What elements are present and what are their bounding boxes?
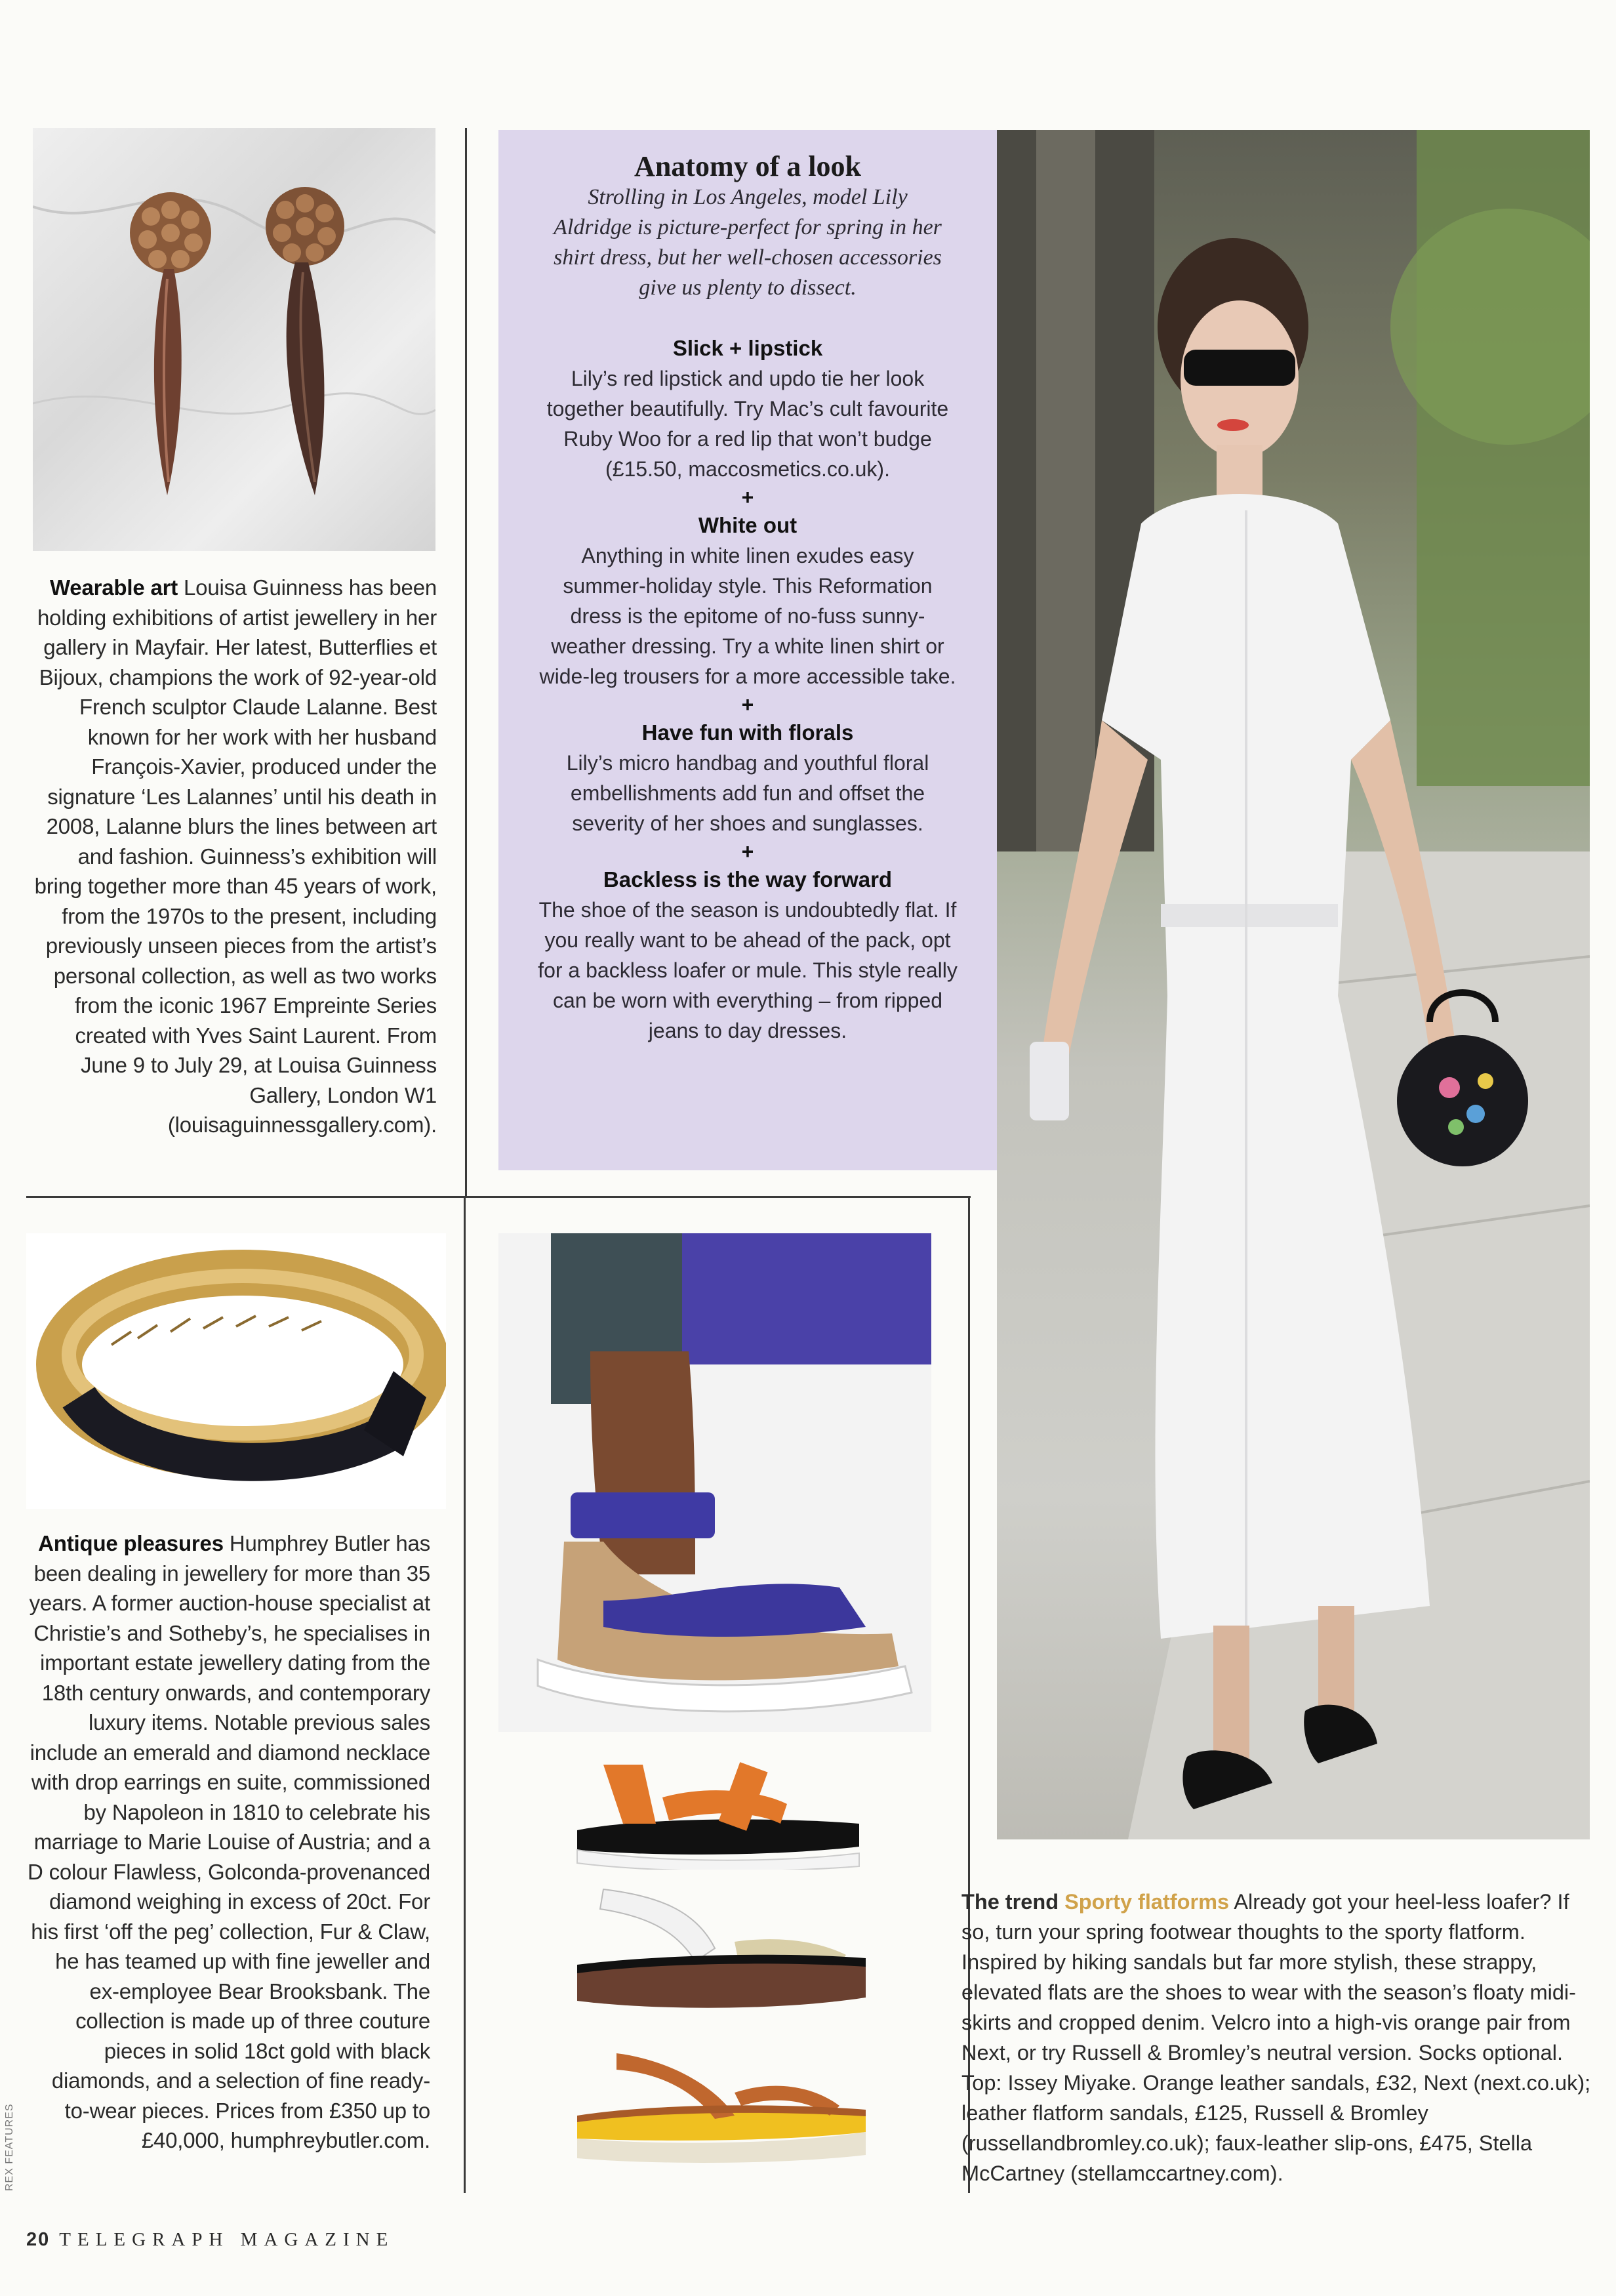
tan-slipon-sandal-photo: [564, 2034, 872, 2171]
white-flatform-sandal-photo: [564, 1883, 872, 2020]
anatomy-sections: [518, 333, 977, 1046]
cuff-bracelet-photo: [26, 1233, 446, 1509]
trend-highlight: Sporty flatforms: [1064, 1890, 1230, 1914]
runway-sandal-photo: [498, 1233, 931, 1732]
rule-left-column-lower: [464, 1196, 466, 2193]
bracelet-illustration: [26, 1233, 446, 1509]
plus-separator: +: [741, 840, 754, 863]
photo-credit: REX FEATURES: [4, 2103, 15, 2191]
earrings-illustration: [33, 128, 435, 551]
section-title-backless: Backless is the way forward: [603, 867, 893, 892]
rule-left-column: [465, 128, 467, 1196]
anatomy-box: [498, 130, 997, 1170]
plus-separator: +: [741, 485, 754, 509]
tan-slipon-sandal-illustration: [564, 2034, 872, 2171]
page-number: 20: [26, 2229, 51, 2250]
model-street-photo: [997, 130, 1590, 1839]
publication-name: TELEGRAPH MAGAZINE: [59, 2229, 395, 2250]
trend-article: [961, 1887, 1598, 2188]
earrings-photo: [33, 128, 435, 551]
section-body-lipstick: Lily’s red lipstick and updo tie her look together beautifully. Try Mac’s cult favourite Ruby Woo for a red lip that won’t budge (£15.50, maccosmetics.co.uk).: [546, 367, 949, 481]
wearable-art-body: Louisa Guinness has been holding exhibitions of artist jewellery in her gallery in Mayfair. Her latest, Butterflies et Bijoux, champions the work of 92-year-old French sculptor Claude Lalanne. Best known for her work with her husband François-Xavier, produced under the signature ‘Les Lalannes’ until his death in 2008, Lalanne blurs the lines between art and fashion. Guinness’s exhibition will bring together more than 45 years of work, from the 1970s to the present, including previously unseen pieces from the artist’s personal collection, as well as two works from the iconic 1967 Empreinte Series created with Yves Saint Laurent. From June 9 to July 29, at Louisa Guinness Gallery, London W1 (louisaguinnessgallery.com).: [34, 575, 437, 1137]
trend-label: The trend: [961, 1890, 1059, 1914]
orange-sandal-photo: [564, 1738, 872, 1870]
page-footer: [26, 2229, 394, 2251]
anatomy-title: Anatomy of a look: [634, 150, 861, 182]
section-title-lipstick: Slick + lipstick: [672, 336, 823, 360]
trend-body: Already got your heel-less loafer? If so, turn your spring footwear thoughts to the sporty flatform. Inspired by hiking sandals but far more stylish, these strappy, elevated flats are the shoes to wear with the season’s floaty midi-skirts and cropped denim. Velcro into a high-vis orange pair from Next, or try Russell & Bromley’s neutral version. Socks optional. Top: Issey Miyake. Orange leather sandals, £32, Next (next.co.uk); leather flatform sandals, £125, Russell & Bromley (russellandbromley.co.uk); faux-leather slip-ons, £475, Stella McCartney (stellamccartney.com).: [961, 1890, 1591, 2185]
antique-pleasures-heading: Antique pleasures: [38, 1531, 224, 1555]
anatomy-intro: Strolling in Los Angeles, model Lily Aldridge is picture-perfect for spring in her shirt dress, but her well-chosen accessories give us plenty to dissect.: [554, 185, 942, 300]
plus-separator: +: [741, 693, 754, 716]
section-title-florals: Have fun with florals: [641, 720, 854, 745]
wearable-art-heading: Wearable art: [49, 575, 178, 600]
antique-pleasures-article: [28, 1528, 430, 2156]
section-title-white-out: White out: [698, 513, 798, 537]
section-body-backless: The shoe of the season is undoubtedly flat. If you really want to be ahead of the pack, opt for a backless loafer or mule. This style really can be worn with everything – from ripped jeans to day dresses.: [538, 898, 958, 1042]
antique-pleasures-body: Humphrey Butler has been dealing in jewellery for more than 35 years. A former auction-house specialist at Christie’s and Sotheby’s, he specialises in important estate jewellery dating from the 18th century onwards, and contemporary luxury items. Notable previous sales include an emerald and diamond necklace with drop earrings en suite, commissioned by Napoleon in 1810 to celebrate his marriage to Marie Louise of Austria; and a D colour Flawless, Golconda-provenanced diamond weighing in excess of 20ct. For his first ‘off the peg’ collection, Fur & Claw, he has teamed up with fine jeweller and ex-employee Bear Brooksbank. The collection is made up of three couture pieces in solid 18ct gold with black diamonds, and a selection of fine ready-to-wear pieces. Prices from £350 up to £40,000, humphreybutler.com.: [28, 1531, 431, 2152]
section-body-florals: Lily’s micro handbag and youthful floral embellishments add fun and offset the severity of her shoes and sunglasses.: [566, 751, 929, 835]
rule-left-mid: [26, 1196, 971, 1198]
model-illustration: [997, 130, 1590, 1839]
white-flatform-sandal-illustration: [564, 1883, 872, 2020]
runway-sandal-illustration: [498, 1233, 931, 1732]
orange-sandal-illustration: [564, 1738, 872, 1870]
wearable-art-article: [31, 573, 437, 1140]
section-body-white-out: Anything in white linen exudes easy summer-holiday style. This Reformation dress is the epitome of no-fuss sunny-weather dressing. Try a white linen shirt or wide-leg trousers for a more accessible take.: [539, 544, 956, 688]
